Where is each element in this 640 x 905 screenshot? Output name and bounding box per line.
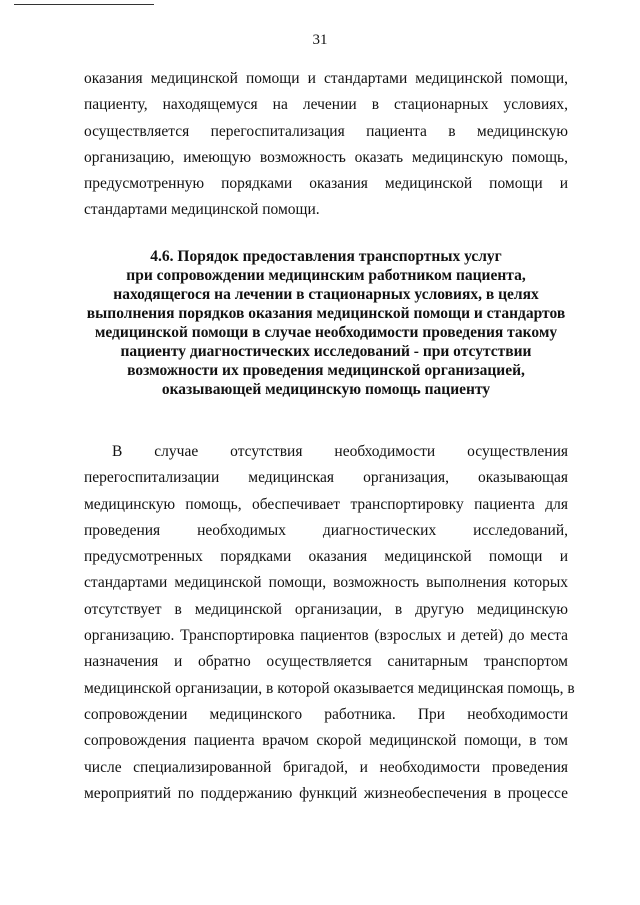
paragraph-1-line: предусмотренную порядками оказания медицинской помощи и — [84, 175, 568, 193]
paragraph-2-line: организацию. Транспортировка пациентов (взрослых и детей) до места — [84, 627, 568, 645]
paragraph-1 — [84, 66, 568, 224]
paragraph-2-line: сопровождении медицинского работника. При необходимости — [84, 705, 568, 723]
paragraph-2-line: перегоспитализации медицинская организация, оказывающая — [84, 469, 568, 487]
top-rule — [14, 4, 154, 5]
section-heading-line: выполнения порядков оказания медицинской помощи и стандартов — [86, 305, 566, 322]
paragraph-2-line: сопровождения пациента врачом скорой медицинской помощи, в том — [84, 732, 568, 750]
section-heading-line: при сопровождении медицинским работником пациента, — [126, 267, 526, 284]
page-number: 31 — [312, 32, 328, 48]
paragraph-2-line: медицинской организации, в которой оказывается медицинская помощь, в — [84, 679, 575, 697]
paragraph-2-line: предусмотренных порядками оказания медицинской помощи и — [84, 548, 568, 566]
paragraph-2-line: числе специализированной бригадой, и необходимости проведения — [84, 758, 568, 776]
paragraph-2-line: проведения необходимых диагностических исследований, — [84, 521, 568, 539]
section-heading-line: 4.6. Порядок предоставления транспортных услуг — [150, 248, 502, 265]
paragraph-1-line: организацию, имеющую возможность оказать медицинскую помощь, — [84, 148, 568, 166]
section-heading-line: медицинской помощи в случае необходимости проведения такому — [94, 324, 558, 341]
section-heading-line: оказывающей медицинскую помощь пациенту — [161, 381, 491, 398]
paragraph-2-line: стандартами медицинской помощи, возможность выполнения которых — [84, 574, 568, 592]
paragraph-2-line: мероприятий по поддержанию функций жизнеобеспечения в процессе — [84, 784, 568, 802]
paragraph-1-line: оказания медицинской помощи и стандартами медицинской помощи, — [84, 70, 568, 87]
paragraph-2-line: назначения и обратно осуществляется санитарным транспортом — [84, 653, 568, 671]
paragraph-2 — [84, 439, 575, 807]
section-heading-line: находящегося на лечении в стационарных условиях, в целях — [113, 286, 539, 303]
paragraph-2-line: В случае отсутствия необходимости осуществления — [112, 443, 568, 460]
section-heading-line: возможности их проведения медицинской организацией, — [127, 362, 525, 379]
paragraph-1-line: стандартами медицинской помощи. — [84, 201, 320, 219]
paragraph-2-line: отсутствует в медицинской организации, в другую медицинскую — [84, 600, 568, 618]
section-heading — [84, 247, 568, 399]
paragraph-1-line: осуществляется перегоспитализация пациента в медицинскую — [84, 122, 568, 140]
paragraph-1-line: пациенту, находящемуся на лечении в стационарных условиях, — [84, 96, 568, 114]
paragraph-2-line: медицинскую помощь, обеспечивает транспортировку пациента для — [84, 495, 568, 513]
section-heading-line: пациенту диагностических исследований - при отсутствии — [120, 343, 532, 360]
